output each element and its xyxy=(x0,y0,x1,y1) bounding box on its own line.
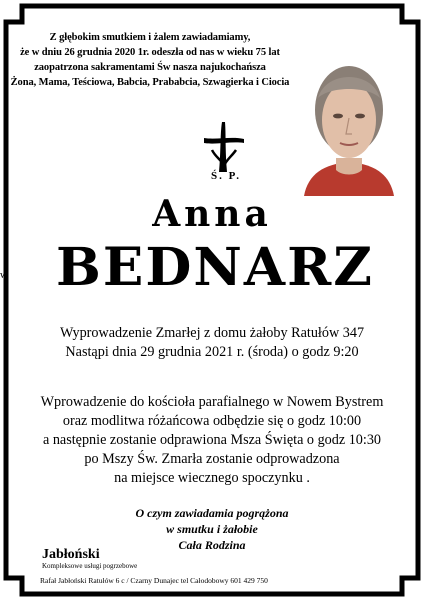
procession-line: Nastąpi dnia 29 grudnia 2021 r. (środa) o godz 9:20 xyxy=(65,344,359,360)
closing-line: Cała Rodzina xyxy=(178,538,246,552)
deceased-last-name: BEDNARZ xyxy=(56,237,374,298)
cross-caption: Ś. P. xyxy=(210,170,242,182)
intro-line: Z głębokim smutkiem i żalem zawiadamiamy, xyxy=(49,32,251,43)
margin-mark: w. xyxy=(0,270,10,281)
procession-line: Wyprowadzenie Zmarłej z domu żałoby Ratułów 347 xyxy=(59,325,365,341)
intro-line: że w dniu 26 grudnia 2020 1r. odeszła od nas w wieku 75 lat xyxy=(20,47,280,58)
intro-line: zaopatrzona sakramentami Św nasza najukochańsza xyxy=(34,62,266,73)
deceased-first-name: Anna xyxy=(152,193,272,235)
closing-line: w smutku i żałobie xyxy=(166,522,258,536)
company-tagline: Kompleksowe usługi pogrzebowe xyxy=(42,562,138,570)
church-line: a następnie zostanie odprawiona Msza Święta o godz 10:30 xyxy=(42,432,382,448)
church-schedule xyxy=(0,393,424,488)
procession-info xyxy=(0,324,424,362)
church-line: Wprowadzenie do kościoła parafialnego w Nowem Bystrem xyxy=(40,394,384,410)
closing-line: O czym zawiadamia pogrążona xyxy=(135,506,289,520)
cross-icon xyxy=(200,120,248,176)
announcement-intro xyxy=(0,30,300,90)
church-line: oraz modlitwa różańcowa odbędzie się o godz 10:00 xyxy=(62,413,362,429)
church-line: na miejsce wiecznego spoczynku . xyxy=(114,470,310,486)
company-contact: Rafał Jabłoński Ratułów 6 c / Czarny Dunajec tel Całodobowy 601 429 750 xyxy=(40,576,268,585)
family-signature xyxy=(0,505,424,553)
intro-line: Żona, Mama, Teściowa, Babcia, Prababcia, Szwagierka i Ciocia xyxy=(10,77,290,88)
deceased-photo xyxy=(298,46,400,196)
funeral-home-logo xyxy=(42,548,137,571)
church-line: po Mszy Św. Zmarła zostanie odprowadzona xyxy=(84,451,340,467)
company-name: Jabłoński xyxy=(42,547,100,562)
